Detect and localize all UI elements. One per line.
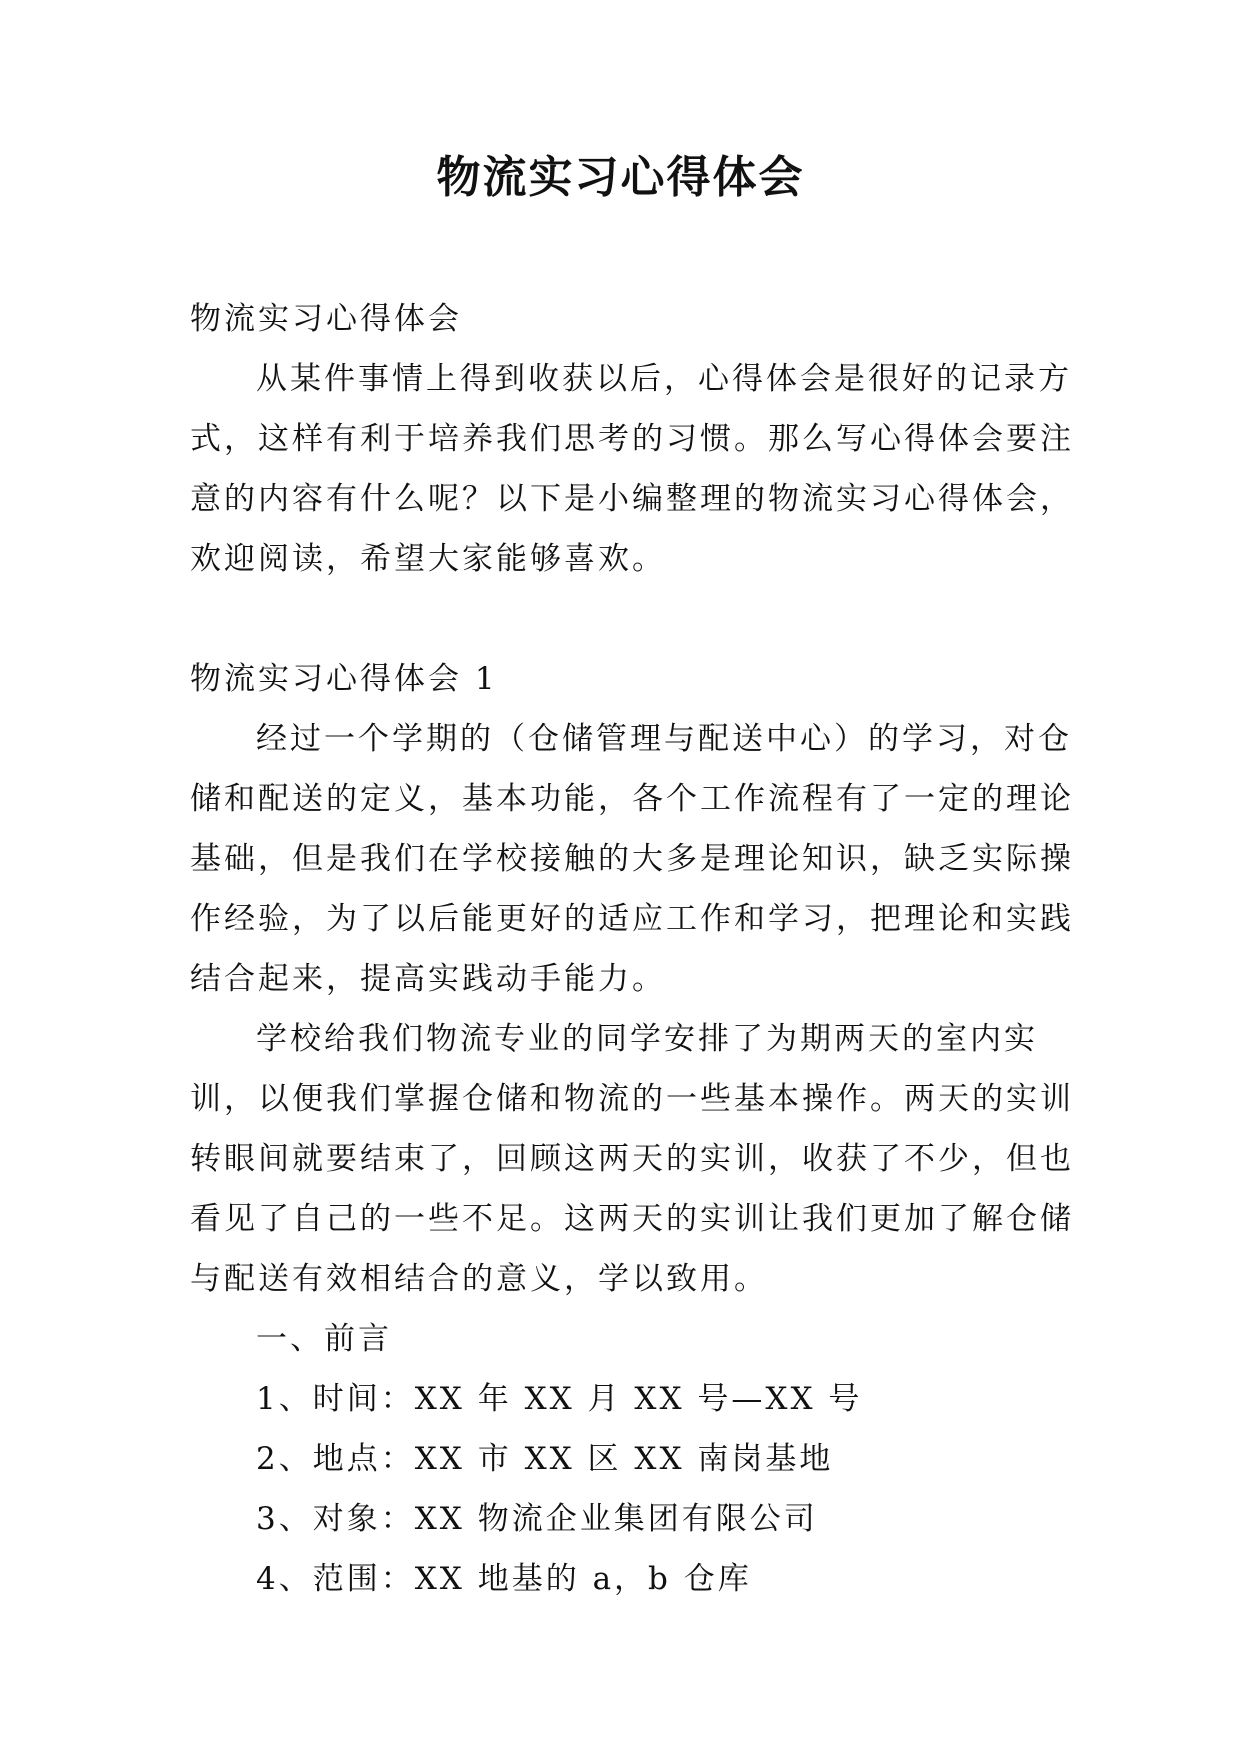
intro-line: 从某件事情上得到收获以后，心得体会是很好的记录方 (256, 361, 1072, 397)
subtitle-line: 物流实习心得体会 (190, 301, 462, 337)
paragraph-line: 作经验，为了以后能更好的适应工作和学习，把理论和实践 (190, 901, 1074, 937)
section-heading: 物流实习心得体会 1 (190, 661, 498, 697)
list-item: 3、对象：XX 物流企业集团有限公司 (256, 1501, 818, 1537)
paragraph-line: 储和配送的定义，基本功能，各个工作流程有了一定的理论 (190, 781, 1074, 817)
document-title: 物流实习心得体会 (436, 152, 805, 203)
paragraph-line: 学校给我们物流专业的同学安排了为期两天的室内实 (256, 1021, 1038, 1057)
paragraph-line: 转眼间就要结束了，回顾这两天的实训，收获了不少，但也 (190, 1141, 1074, 1177)
intro-line: 式，这样有利于培养我们思考的习惯。那么写心得体会要注 (190, 421, 1074, 457)
list-item: 4、范围：XX 地基的 a，b 仓库 (256, 1561, 752, 1597)
intro-line: 意的内容有什么呢？以下是小编整理的物流实习心得体会， (190, 481, 1074, 517)
paragraph-gap (190, 589, 1060, 649)
intro-line: 欢迎阅读，希望大家能够喜欢。 (190, 541, 666, 577)
list-item: 1、时间：XX 年 XX 月 XX 号—XX 号 (256, 1381, 863, 1417)
paragraph-line: 基础，但是我们在学校接触的大多是理论知识，缺乏实际操 (190, 841, 1074, 877)
document-body (190, 289, 1074, 1609)
list-item: 2、地点：XX 市 XX 区 XX 南岗基地 (256, 1441, 834, 1477)
paragraph-line: 结合起来，提高实践动手能力。 (190, 961, 666, 997)
paragraph-line: 看见了自己的一些不足。这两天的实训让我们更加了解仓储 (190, 1201, 1074, 1237)
paragraph-line: 训，以便我们掌握仓储和物流的一些基本操作。两天的实训 (190, 1081, 1074, 1117)
paragraph-line: 与配送有效相结合的意义，学以致用。 (190, 1261, 768, 1297)
preface-heading: 一、前言 (256, 1321, 392, 1357)
paragraph-line: 经过一个学期的（仓储管理与配送中心）的学习，对仓 (256, 721, 1072, 757)
